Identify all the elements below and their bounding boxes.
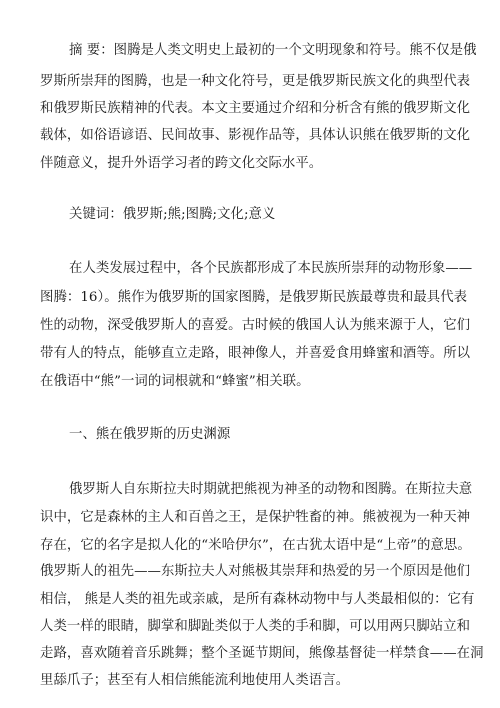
intro-line: 带有人的特点，能够直立走路，眼神像人，并喜爱食用蜂蜜和酒等。所以 [40,346,471,361]
section-line: 存在，它的名字是拟人化的“米哈伊尔”，在古犹太语中是“上帝”的意思。 [40,538,471,553]
section-line: 走路，喜欢随着音乐跳舞；整个圣诞节期间，熊像基督徒一样禁食——在洞 [40,646,484,661]
section-heading: 一、熊在俄罗斯的历史渊源 [69,427,231,442]
intro-line: 图腾：16）。熊作为俄罗斯的国家图腾，是俄罗斯民族最尊贵和最具代表 [40,290,468,305]
abstract-line: 摘 要：图腾是人类文明史上最初的一个文明现象和符号。熊不仅是俄 [69,43,477,58]
intro-line: 在人类发展过程中，各个民族都形成了本民族所崇拜的动物形象—— [69,261,473,276]
abstract-line: 和俄罗斯民族精神的代表。本文主要通过介绍和分析含有熊的俄罗斯文化 [40,101,471,116]
section-line: 俄罗斯人的祖先——东斯拉夫人对熊极其崇拜和热爱的另一个原因是他们 [40,564,471,579]
abstract-line: 载体，如俗语谚语、民间故事、影视作品等，具体认识熊在俄罗斯的文化 [40,128,471,143]
section-line: 俄罗斯人自东斯拉夫时期就把熊视为神圣的动物和图腾。在斯拉夫意 [69,482,473,497]
section-line: 相信， 熊是人类的祖先或亲戚，是所有森林动物中与人类最相似的：它有 [40,592,475,607]
abstract-line: 罗斯所崇拜的图腾，也是一种文化符号，更是俄罗斯民族文化的典型代表 [40,74,471,89]
section-line: 里舔爪子；甚至有人相信熊能流利地使用人类语言。 [40,673,350,688]
intro-line: 性的动物，深受俄罗斯人的喜爱。古时候的俄国人认为熊来源于人，它们 [40,318,471,333]
intro-line: 在俄语中“熊”一词的词根就和“蜂蜜”相关联。 [40,374,310,389]
section-line: 人类一样的眼睛，脚掌和脚趾类似于人类的手和脚，可以用两只脚站立和 [40,619,471,634]
abstract-line: 伴随意义，提升外语学习者的跨文化交际水平。 [40,156,323,171]
keywords-line: 关键词：俄罗斯;熊;图腾;文化;意义 [69,207,276,222]
section-line: 识中，它是森林的主人和百兽之王，是保护牲畜的神。熊被视为一种天神 [40,510,471,525]
